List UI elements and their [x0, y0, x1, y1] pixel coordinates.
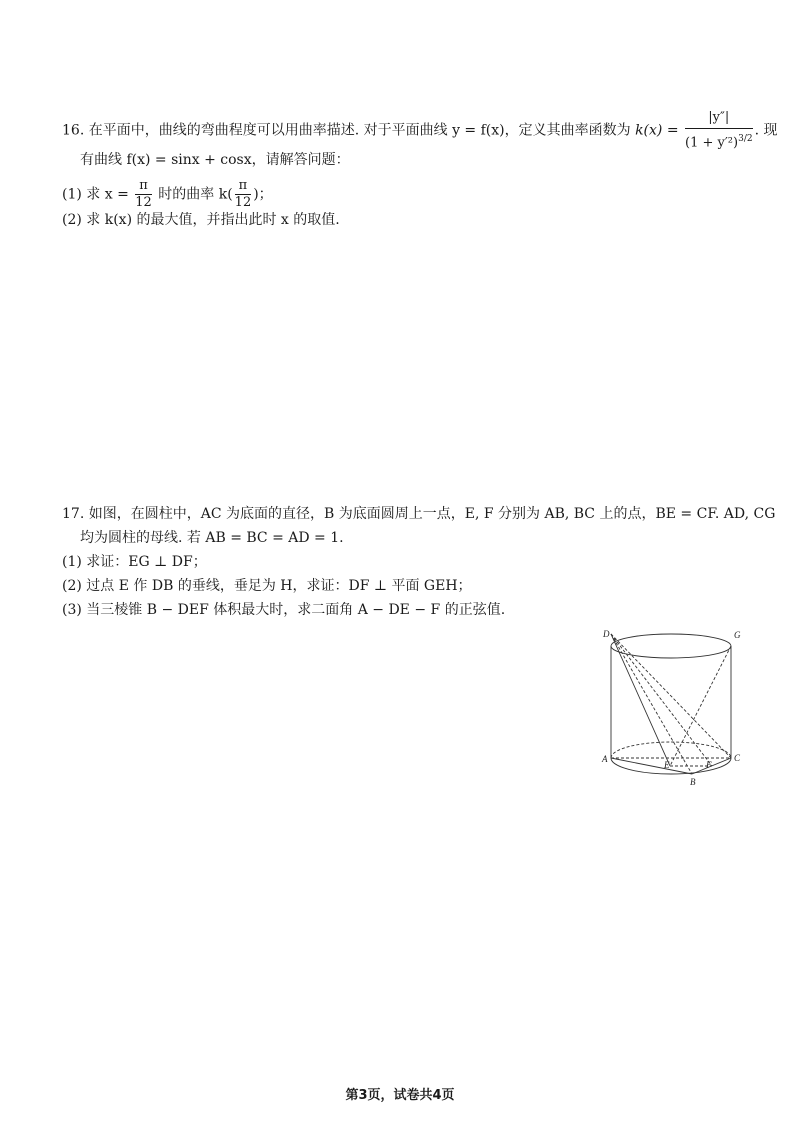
q16-part1	[62, 178, 273, 211]
q17-part2	[62, 576, 472, 596]
q16-line1	[62, 108, 777, 153]
segment-DB	[611, 634, 692, 774]
q16-part1-mid: 时的曲率 k(	[158, 186, 233, 203]
q16-part1-frac-k	[235, 178, 252, 211]
q17-part3	[62, 600, 505, 620]
q16-part1-frac-k-num: π	[235, 178, 252, 195]
bottom-ellipse-back	[611, 742, 731, 758]
q16-formula-numerator: |y″|	[685, 108, 753, 129]
segment-GE	[670, 646, 731, 766]
page-footer: 第3页，试卷共4页	[345, 1088, 455, 1103]
q17-line2-text: 均为圆柱的母线. 若 AB = BC = AD = 1.	[80, 530, 344, 546]
segment-DC	[611, 634, 731, 758]
q17-part1	[62, 552, 207, 572]
q17-line1	[62, 504, 775, 524]
q16-line2	[80, 150, 350, 170]
q16-part2-text: (2) 求 k(x) 的最大值，并指出此时 x 的取值.	[62, 212, 340, 228]
q16-stem-part1: 在平面中，曲线的弯曲程度可以用曲率描述. 对于平面曲线 y = f(x)，定义其曲率函数为	[88, 122, 631, 139]
cylinder-diagram	[600, 626, 750, 796]
label-D: D	[603, 629, 610, 639]
q16-part1-suffix: )；	[253, 186, 273, 203]
q16-part1-frac-k-den: 12	[234, 195, 252, 210]
q16-curvature-formula	[685, 108, 753, 153]
q17-line1-text: 如图，在圆柱中，AC 为底面的直径，B 为底面圆周上一点，E, F 分别为 AB, BC 上的点，BE = CF. AD, CG	[88, 506, 776, 522]
q16-stem-line2: 有曲线 f(x) = sinx + cosx，请解答问题：	[80, 152, 350, 168]
q16-formula-lhs: k(x) =	[635, 122, 679, 139]
q16-part2	[62, 210, 340, 230]
q17-part2-text: (2) 过点 E 作 DB 的垂线，垂足为 H，求证：DF ⊥ 平面 GEH；	[62, 578, 472, 594]
q16-part1-prefix: (1) 求 x =	[62, 186, 129, 203]
q16-stem-part2: . 现	[754, 122, 778, 139]
q16-formula-den-base: (1 + y′²)	[685, 135, 739, 151]
label-A: A	[602, 754, 608, 764]
q16-formula-denominator	[685, 129, 753, 153]
label-G: G	[734, 630, 741, 640]
q17-number: 17.	[62, 506, 85, 522]
label-F: F	[706, 760, 712, 770]
label-C: C	[734, 753, 741, 763]
label-B: B	[690, 777, 696, 787]
top-ellipse	[611, 634, 731, 658]
q17-part3-text: (3) 当三棱锥 B − DEF 体积最大时，求二面角 A − DE − F 的正弦值.	[62, 602, 506, 618]
cylinder-figure	[600, 626, 750, 800]
q17-line2	[80, 528, 344, 548]
q16-part1-frac-x	[135, 178, 152, 211]
segment-AB	[611, 758, 692, 774]
q16-formula-den-exponent: 3/2	[738, 134, 753, 144]
q16-number: 16.	[62, 122, 85, 139]
q16-part1-frac-x-den: 12	[135, 195, 152, 210]
q16-part1-frac-x-num: π	[135, 178, 152, 195]
label-E: E	[664, 760, 670, 770]
q17-part1-text: (1) 求证：EG ⊥ DF；	[62, 554, 207, 570]
